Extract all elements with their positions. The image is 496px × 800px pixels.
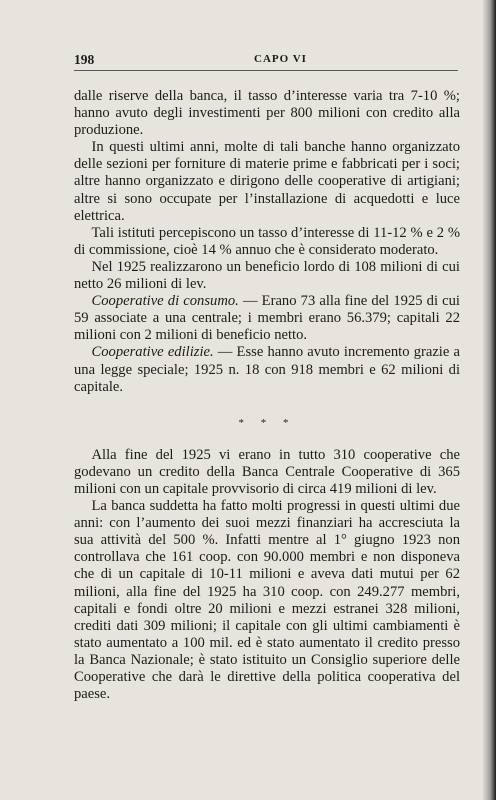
running-head: CAPO VI (254, 53, 307, 65)
section-label-consumo: Cooperative di consumo. (91, 293, 239, 310)
consumo-text: — Erano 73 alla fine del 1925 di cui 59 associate a una centrale; i membri erano 56.379; capitali 22 milioni con 2 milioni di beneficio netto. (74, 293, 460, 344)
body-text (74, 88, 460, 703)
paragraph-cooperative-edilizie (74, 344, 460, 395)
paragraph: In questi ultimi anni, molte di tali banche hanno organizzato delle sezioni per forniture di materie prime e fabbricati per i soci; altre hanno organizzato e dirigono delle cooperative di artigiani; altre si sono occupate per l’installazione di acquedotti e luce elettrica. (74, 139, 460, 224)
paragraph: La banca suddetta ha fatto molti progressi in questi ultimi due anni: con l’aumento dei suoi mezzi finanziari ha accresciuta la sua attività del 500 %. Infatti mentre al 1° giugno 1923 non controllava che 161 coop. con 90.000 membri e non disponeva che di un capitale di 10-11 milioni e aveva dati mutui per 62 milioni, alla fine del 1925 ha 310 coop. con 249.277 membri, capitali e fondi oltre 20 milioni e mezzi estranei 328 milioni, crediti dati 309 milioni; il capitale con gli ultimi cambiamenti è stato aumentato a 100 mil. ed è stato aumentato il credito presso la Banca Nazionale; è stato istituito un Consiglio superiore delle Cooperative che darà le direttive della politica cooperativa del paese. (74, 498, 460, 703)
paragraph: Nel 1925 realizzarono un beneficio lordo di 108 milioni di cui netto 26 milioni di lev. (74, 258, 460, 293)
page-header (74, 52, 466, 70)
paragraph: Tali istituti percepiscono un tasso d’interesse di 11-12 % e 2 % di commissione, cioè 14 % annuo che è considerato moderato. (74, 224, 460, 258)
page-edge-shadow (482, 0, 496, 800)
paragraph: Alla fine del 1925 vi erano in tutto 310 cooperative che godevano un credito della Banca Centrale Cooperative di 365 milioni con un capitale provvisorio di circa 419 milioni di lev. (74, 446, 460, 497)
header-rule (74, 70, 458, 71)
section-separator: * * * (238, 416, 296, 429)
page-number: 198 (74, 52, 95, 67)
section-label-edilizie: Cooperative edilizie. (91, 344, 214, 361)
edilizie-text: — Esse hanno avuto incremento grazie a una legge speciale; 1925 n. 18 con 918 membri e 62 milioni di capitale. (74, 344, 460, 395)
paragraph-cooperative-consumo (74, 293, 460, 344)
paragraph: dalle riserve della banca, il tasso d’interesse varia tra 7-10 %; hanno avuto degli investimenti per 800 milioni con credito alla produzione. (74, 88, 460, 139)
